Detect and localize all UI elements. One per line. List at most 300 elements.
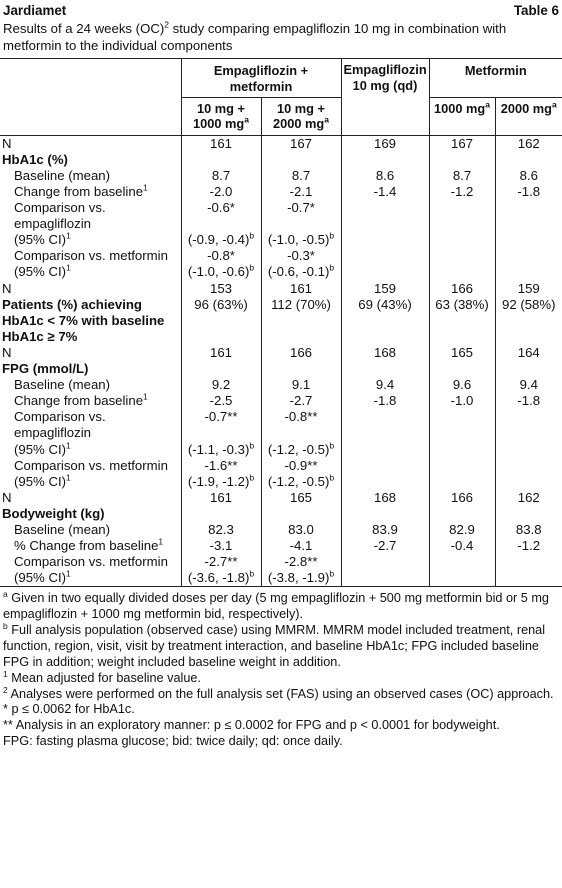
row-label-sup: 1 (66, 472, 71, 483)
row-label-text: N (2, 280, 12, 296)
footnote-mark: b (3, 620, 8, 631)
table-cell (181, 377, 261, 393)
row-label-text: Baseline (mean) (14, 377, 111, 393)
table-cell (261, 232, 341, 248)
row-label-text: Comparison vs. metformin (14, 457, 168, 473)
table-cell (429, 200, 495, 232)
row-label-text: Baseline (mean) (14, 521, 111, 537)
table-label: Table 6 (513, 3, 559, 18)
table-cell (341, 393, 429, 409)
cell-value: -2.7 (289, 393, 313, 409)
table-cell (261, 442, 341, 458)
table-cell (261, 281, 341, 297)
cell-value: 167 (289, 135, 312, 151)
cell-value: -0.4 (450, 538, 474, 554)
cell-value: -2.7** (204, 554, 238, 570)
cell-value: 168 (373, 489, 396, 505)
row-label-text: N (2, 344, 12, 360)
table-cell (261, 297, 341, 345)
row-label-sup: 1 (66, 230, 71, 241)
table-row (0, 474, 562, 490)
header-combo-group (181, 59, 341, 98)
row-label-text: (95% CI) (14, 232, 67, 248)
table-cell (341, 409, 429, 441)
header-combo1 (181, 98, 261, 136)
cell-value: 9.1 (291, 377, 311, 393)
cell-value: 9.2 (211, 377, 231, 393)
row-label-text: Change from baseline (14, 393, 144, 409)
cell-value: 161 (289, 280, 312, 296)
table-row (0, 490, 562, 506)
cell-sup: b (249, 263, 255, 274)
row-label-text: Change from baseline (14, 184, 144, 199)
row-label-sup: 1 (158, 536, 164, 547)
table-cell (429, 458, 495, 474)
row-label-text: Comparison vs. empagliflozin (14, 200, 106, 232)
table-cell (429, 409, 495, 441)
table-row (0, 135, 562, 152)
table-cell (181, 248, 261, 264)
row-label (0, 377, 181, 393)
table-row (0, 184, 562, 200)
row-label (0, 361, 181, 377)
row-label (0, 184, 181, 200)
table-cell (261, 393, 341, 409)
cell-value: 161 (209, 489, 232, 505)
table-cell (495, 490, 562, 506)
row-label-text: % Change from baseline (14, 538, 159, 554)
row-label (0, 152, 181, 168)
table-cell (429, 393, 495, 409)
cell-value: -0.8** (284, 409, 318, 425)
metformin-group-label: Metformin (464, 63, 527, 79)
caption-text-1: Results of a 24 weeks (OC) (3, 21, 165, 37)
footnote-text: Analyses were performed on the full analysis set (FAS) using an observed cases (OC) approach. (7, 686, 554, 701)
table-cell (261, 361, 341, 377)
cell-value: -2.8** (284, 554, 318, 570)
table-row (0, 248, 562, 264)
row-label-text: HbA1c (%) (2, 151, 68, 167)
row-label-text: (95% CI) (14, 441, 67, 457)
table-cell (495, 538, 562, 554)
empa-group-line1: Empagliflozin (343, 62, 427, 78)
row-label-sup: 1 (66, 263, 71, 274)
table-cell (429, 135, 495, 152)
cell-value: (-1.0, -0.6) (187, 264, 250, 280)
table-cell (261, 554, 341, 570)
table-cell (341, 554, 429, 570)
footnote (3, 591, 559, 623)
table-row (0, 458, 562, 474)
table-cell (261, 538, 341, 554)
table-cell (341, 377, 429, 393)
table-row (0, 393, 562, 409)
footnote (3, 668, 559, 687)
table-cell (261, 135, 341, 152)
cell-value: (-1.2, -0.5) (267, 441, 330, 457)
table-row (0, 168, 562, 184)
cell-value: (-1.2, -0.5) (267, 473, 330, 489)
table-cell (341, 345, 429, 361)
table-cell (181, 554, 261, 570)
table-cell (495, 409, 562, 441)
table-row (0, 538, 562, 554)
cell-value: -0.7* (287, 200, 315, 216)
row-label (0, 232, 181, 248)
cell-value: 167 (450, 135, 473, 151)
footnote-text: p ≤ 0.0062 for HbA1c. (7, 702, 135, 717)
table-row (0, 409, 562, 441)
combo2-line1: 10 mg + (276, 101, 325, 117)
cell-value: 161 (209, 344, 232, 360)
table-row (0, 297, 562, 345)
cell-sup: b (329, 440, 335, 451)
table-cell (341, 168, 429, 184)
cell-value: -4.1 (289, 538, 313, 554)
table-cell (495, 232, 562, 248)
cell-value: 159 (517, 280, 540, 296)
cell-sup: b (249, 230, 255, 241)
row-label (0, 506, 181, 522)
table-cell (495, 570, 562, 586)
row-label (0, 135, 181, 152)
table-row (0, 152, 562, 168)
table-cell (341, 232, 429, 248)
cell-value: 112 (70%) (271, 296, 331, 312)
combo2-line2: 2000 mg (273, 116, 325, 132)
cell-value: 168 (373, 344, 396, 360)
cell-value: -1.4 (373, 184, 397, 199)
cell-value: 96 (63%) (194, 296, 248, 312)
caption-text-2: study comparing empagliflozin 10 mg in combination with metformin to the individual components (3, 21, 507, 53)
table-row (0, 522, 562, 538)
table-cell (261, 345, 341, 361)
header-met2000 (495, 98, 562, 136)
table-cell (341, 297, 429, 345)
table-cell (261, 490, 341, 506)
table-cell (429, 345, 495, 361)
table-row (0, 506, 562, 522)
footnote (3, 620, 559, 671)
cell-value: -0.9** (284, 457, 318, 473)
cell-value: -2.0 (209, 184, 233, 199)
row-label-text: Comparison vs. metformin (14, 554, 168, 570)
table-cell (429, 506, 495, 522)
table-cell (341, 570, 429, 586)
table-caption (0, 19, 562, 58)
cell-value: 164 (517, 344, 540, 360)
table-cell (341, 361, 429, 377)
cell-value: (-1.0, -0.5) (267, 232, 330, 248)
cell-value: -0.8* (207, 248, 235, 264)
cell-value: 8.6 (519, 167, 538, 183)
table-row (0, 345, 562, 361)
footnote-mark: * (3, 702, 8, 717)
cell-value: -1.2 (517, 538, 541, 554)
cell-value: -0.6* (207, 200, 235, 216)
row-label-sup: 1 (66, 440, 71, 451)
cell-sup: b (329, 472, 335, 483)
table-cell (261, 200, 341, 232)
table-cell (181, 281, 261, 297)
table-cell (495, 377, 562, 393)
cell-value: 166 (289, 344, 312, 360)
row-label (0, 248, 181, 264)
table-cell (495, 184, 562, 200)
combo1-sup: a (244, 115, 249, 126)
cell-value: -2.7 (373, 538, 397, 554)
footnote-text: Full analysis population (observed case) using MMRM. MMRM model included treatment, renal function, region, visit, visit by treatment interaction, and baseline HbA1c; FPG included baseline FPG in addition; weight included baseline weight in addition. (3, 623, 546, 669)
row-label (0, 393, 181, 409)
table-cell (181, 522, 261, 538)
table-cell (341, 200, 429, 232)
cell-value: 166 (450, 489, 473, 505)
cell-sup: b (329, 568, 335, 579)
footnote-text: Mean adjusted for baseline value. (7, 670, 201, 685)
cell-value: -1.8 (517, 393, 541, 409)
cell-value: 8.6 (375, 167, 395, 183)
row-label (0, 474, 181, 490)
header-empa-group (341, 59, 429, 135)
table-cell (495, 522, 562, 538)
row-label (0, 490, 181, 506)
row-label (0, 409, 181, 441)
table-cell (495, 554, 562, 570)
table-cell (341, 538, 429, 554)
header-bar (0, 0, 562, 19)
met1-sup: a (485, 99, 490, 110)
row-label (0, 554, 181, 570)
table-cell (495, 361, 562, 377)
cell-value: 162 (517, 135, 540, 151)
row-label-sup: 1 (66, 568, 71, 579)
table-body (0, 135, 562, 586)
header-combo2 (261, 98, 341, 136)
row-label (0, 345, 181, 361)
cell-sup: b (329, 230, 335, 241)
table-row (0, 554, 562, 570)
row-label-text: Baseline (mean) (14, 167, 111, 183)
cell-value: 83.8 (515, 521, 542, 537)
table-row (0, 264, 562, 280)
table-cell (181, 168, 261, 184)
row-label (0, 522, 181, 538)
table-cell (495, 442, 562, 458)
cell-value: 165 (289, 489, 312, 505)
header-label-cell (0, 59, 181, 135)
met2-label: 2000 mg (500, 101, 552, 117)
table-cell (495, 506, 562, 522)
table-cell (261, 522, 341, 538)
table-cell (429, 570, 495, 586)
table-cell (429, 152, 495, 168)
cell-value: 169 (373, 135, 396, 151)
table-cell (181, 538, 261, 554)
table-cell (181, 152, 261, 168)
combo1-line2: 1000 mg (193, 116, 245, 132)
footnote (3, 684, 559, 703)
row-label (0, 570, 181, 586)
cell-value: -2.5 (209, 393, 233, 409)
cell-value: -2.1 (289, 184, 313, 199)
table-cell (495, 248, 562, 264)
cell-value: (-0.6, -0.1) (267, 264, 330, 280)
table-cell (181, 232, 261, 248)
table-cell (261, 168, 341, 184)
row-label-sup: 1 (143, 391, 148, 402)
table-row (0, 232, 562, 248)
table-cell (341, 264, 429, 280)
table-cell (429, 264, 495, 280)
cell-value: 159 (373, 280, 396, 296)
footnotes (0, 586, 562, 750)
table-cell (495, 474, 562, 490)
row-label-text: (95% CI) (14, 473, 67, 489)
footnote (3, 734, 559, 750)
table-cell (181, 409, 261, 441)
table-cell (181, 393, 261, 409)
footnote (3, 702, 559, 718)
table-cell (429, 474, 495, 490)
table-cell (495, 135, 562, 152)
results-table (0, 58, 562, 586)
row-label-text: (95% CI) (14, 264, 67, 280)
table-cell (495, 281, 562, 297)
cell-value: 8.7 (211, 167, 231, 183)
table-cell (181, 264, 261, 280)
table-cell (429, 248, 495, 264)
table-cell (261, 570, 341, 586)
table-row (0, 377, 562, 393)
footnote-mark: a (3, 589, 8, 600)
table-cell (429, 490, 495, 506)
table-row (0, 570, 562, 586)
cell-value: -3.1 (209, 538, 233, 554)
cell-value: 9.4 (519, 377, 538, 393)
table-cell (341, 442, 429, 458)
table-cell (429, 184, 495, 200)
row-label-text: Patients (%) achieving HbA1c < 7% with baseline HbA1c ≥ 7% (2, 296, 165, 344)
cell-sup: b (329, 263, 335, 274)
table-cell (495, 264, 562, 280)
row-label-text: Comparison vs. empagliflozin (14, 409, 106, 441)
table-cell (429, 297, 495, 345)
cell-value: -0.3* (287, 248, 315, 264)
cell-value: (-0.9, -0.4) (187, 232, 250, 248)
row-label (0, 297, 181, 345)
table-cell (261, 377, 341, 393)
document-title: Jardiamet (3, 3, 67, 18)
table-cell (181, 442, 261, 458)
cell-value: (-3.8, -1.9) (267, 570, 330, 586)
table-row (0, 442, 562, 458)
table-cell (261, 248, 341, 264)
combo2-sup: a (324, 115, 329, 126)
table-cell (495, 152, 562, 168)
cell-value: (-3.6, -1.8) (187, 570, 250, 586)
cell-value: 83.9 (372, 521, 398, 537)
table-row (0, 361, 562, 377)
table-cell (429, 232, 495, 248)
cell-value: 161 (209, 135, 232, 151)
table-cell (181, 345, 261, 361)
caption-sup: 2 (164, 19, 169, 30)
row-label (0, 281, 181, 297)
header-metformin-group (429, 59, 562, 98)
table-cell (181, 458, 261, 474)
cell-value: -1.2 (450, 184, 474, 199)
table-cell (495, 458, 562, 474)
table-cell (181, 506, 261, 522)
table-cell (261, 458, 341, 474)
table-cell (181, 474, 261, 490)
footnote-mark: 1 (3, 668, 8, 679)
table-row (0, 281, 562, 297)
cell-value: 82.3 (208, 521, 234, 537)
footnote-text: Given in two equally divided doses per day (5 mg empagliflozin + 500 mg metformin bid or 5 mg empagliflozin + 1000 mg metformin bid, respectively). (3, 591, 549, 622)
header-met1000 (429, 98, 495, 136)
table-cell (429, 281, 495, 297)
footnote-text: Analysis in an exploratory manner: p ≤ 0.0002 for FPG and p < 0.0001 for bodyweight. (12, 718, 500, 733)
table-cell (495, 200, 562, 232)
table-cell (429, 522, 495, 538)
table-cell (181, 184, 261, 200)
table-cell (261, 409, 341, 441)
combo1-line1: 10 mg + (196, 101, 245, 117)
table-cell (181, 490, 261, 506)
cell-value: (-1.9, -1.2) (187, 473, 250, 489)
table-cell (429, 361, 495, 377)
row-label-text: FPG (mmol/L) (2, 361, 89, 377)
cell-value: 165 (450, 344, 473, 360)
table-cell (261, 152, 341, 168)
table-cell (341, 248, 429, 264)
table-row (0, 200, 562, 232)
empa-group-line2: 10 mg (qd) (352, 77, 418, 93)
row-label-text: N (2, 135, 12, 151)
table-cell (181, 570, 261, 586)
table-cell (261, 506, 341, 522)
cell-value: 63 (38%) (435, 296, 489, 312)
cell-value: -1.0 (450, 393, 474, 409)
combo-group-label: Empagliflozin + metformin (213, 63, 309, 94)
table-cell (341, 152, 429, 168)
header-row-groups (0, 59, 562, 98)
table-cell (341, 474, 429, 490)
footnote (3, 718, 559, 734)
cell-value: 153 (209, 280, 232, 296)
cell-sup: b (249, 472, 255, 483)
cell-value: -1.8 (373, 393, 397, 409)
row-label (0, 458, 181, 474)
table-cell (341, 458, 429, 474)
cell-value: 8.7 (452, 167, 472, 183)
cell-value: -1.6** (204, 457, 238, 473)
table-cell (495, 168, 562, 184)
cell-value: 9.4 (375, 377, 395, 393)
table-cell (341, 522, 429, 538)
table-cell (261, 184, 341, 200)
cell-value: 8.7 (291, 167, 311, 183)
cell-value: 83.0 (288, 521, 314, 537)
row-label-text: Comparison vs. metformin (14, 248, 168, 264)
table-cell (341, 490, 429, 506)
row-label (0, 442, 181, 458)
table-cell (429, 554, 495, 570)
table-cell (429, 168, 495, 184)
cell-value: (-1.1, -0.3) (187, 441, 250, 457)
table-cell (495, 393, 562, 409)
